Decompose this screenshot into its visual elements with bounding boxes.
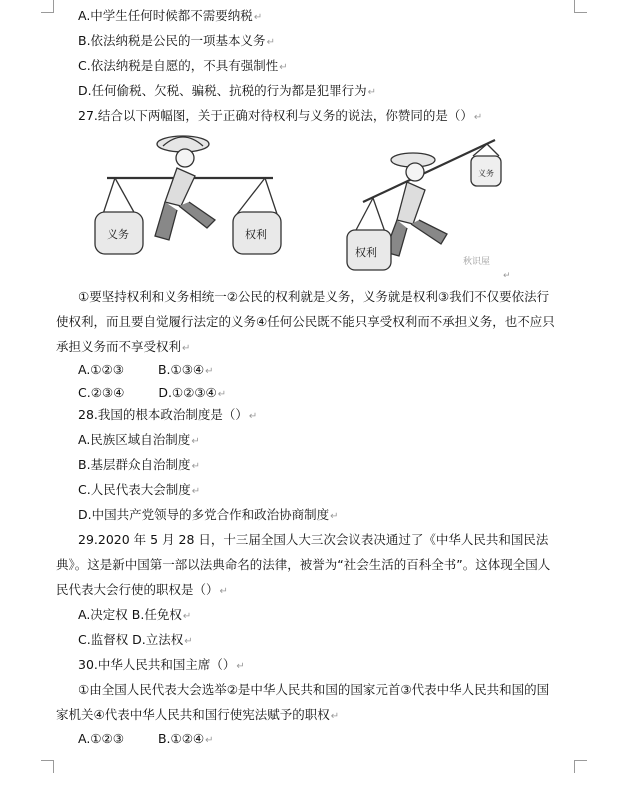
cartoon-figure [85,132,525,282]
q30-option-a: A.①②③ [78,731,124,746]
q27-statement-line1: ①要坚持权利和义务相统一②公民的权利就是义务，义务就是权利③我们不仅要依法行 [78,289,550,304]
q27-statement-line2: 使权利，而且要自觉履行法定的义务④任何公民既不能只享受权利而不承担义务，也不应只 [56,314,555,329]
q30-options-ab: A.①②③ B.①②④↵ [78,731,214,746]
left-basket-label-right: 权利 [245,228,267,241]
crop-mark-bottom-left [41,760,54,773]
q27-option-b: B.①③④ [157,362,205,377]
q28-option-d: D.中国共产党领导的多党合作和政治协商制度↵ [78,507,339,522]
q28-option-b: B.基层群众自治制度↵ [78,457,200,472]
q29-options-ab: A.决定权 B.任免权↵ [78,607,192,622]
q27-option-a: A.①②③ [78,362,124,377]
q30-statement-line1: ①由全国人民代表大会选举②是中华人民共和国的国家元首③代表中华人民共和国的国 [78,682,550,697]
q26-option-c: C.依法纳税是自愿的，不具有强制性↵ [78,58,288,73]
left-basket-label-duty: 义务 [107,228,129,241]
right-basket-label-duty: 义务 [478,169,494,178]
q29-stem-line1: 29.2020 年 5 月 28 日，十三届全国人大三次会议表决通过了《中华人民共和国民法 [78,532,549,547]
q26-option-b: B.依法纳税是公民的一项基本义务↵ [78,33,275,48]
figure-paragraph-mark: ↵ [503,271,511,281]
crop-mark-top-right [574,0,587,13]
q27-option-d: D.①②③④ [158,385,217,400]
q30-stem: 30.中华人民共和国主席（）↵ [78,657,245,672]
q27-option-c: C.②③④ [78,385,125,400]
q29-stem-line2: 典》。这是新中国第一部以法典命名的法律，被誉为“社会生活的百科全书”。这体现全国人 [56,557,551,572]
crop-mark-bottom-right [574,760,587,773]
q30-statement-line2: 家机关④代表中华人民共和国行使宪法赋予的职权↵ [56,707,340,722]
crop-mark-top-left [41,0,54,13]
q27-stem: 27.结合以下两幅图，关于正确对待权利与义务的说法，你赞同的是（）↵ [78,108,483,123]
q29-stem-line3: 民代表大会行使的职权是（）↵ [56,582,228,597]
right-basket-label-right: 权利 [355,246,377,259]
figure-watermark: 秋识屋 [463,257,491,267]
q28-option-a: A.民族区域自治制度↵ [78,432,200,447]
q27-statement-line3: 承担义务而不享受权利↵ [56,339,191,354]
q28-stem: 28.我国的根本政治制度是（）↵ [78,407,258,422]
q30-option-b: B.①②④ [157,731,205,746]
q29-options-cd: C.监督权 D.立法权↵ [78,632,193,647]
q27-options-ab: A.①②③ B.①③④↵ [78,362,214,377]
q28-option-c: C.人民代表大会制度↵ [78,482,201,497]
q26-option-d: D.任何偷税、欠税、骗税、抗税的行为都是犯罪行为↵ [78,83,376,98]
q26-option-a: A.中学生任何时候都不需要纳税↵ [78,8,263,23]
q27-options-cd: C.②③④ D.①②③④↵ [78,385,227,400]
